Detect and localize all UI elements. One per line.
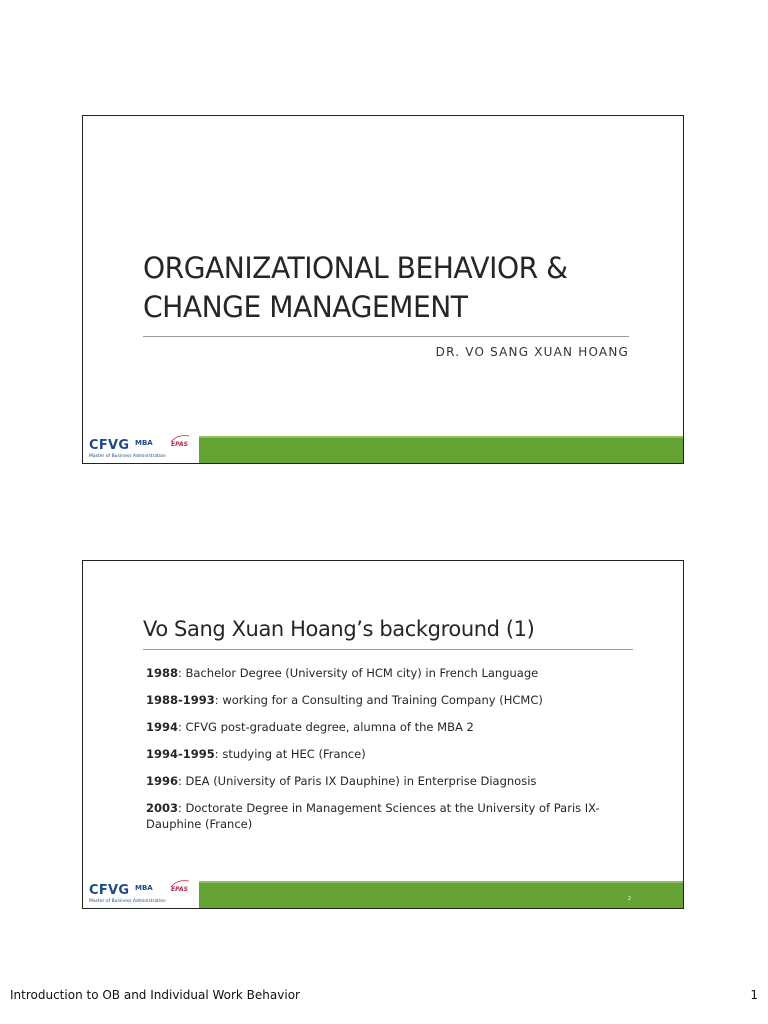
list-item-text: : studying at HEC (France) [214, 747, 366, 761]
logo-brand: CFVG [89, 883, 130, 898]
slide-title [143, 249, 568, 327]
list-item-year: 1994-1995 [146, 747, 215, 761]
list-item-text: : Doctorate Degree in Management Sciences at the University of Paris IX-Dauphine (France) [146, 801, 600, 831]
list-item-text: : DEA (University of Paris IX Dauphine) in Enterprise Diagnosis [178, 774, 537, 788]
cfvg-logo [83, 881, 199, 908]
list-item [146, 665, 636, 681]
list-item-year: 1988-1993 [146, 693, 215, 707]
title-divider [143, 649, 633, 650]
slide-footer [83, 881, 683, 908]
title-divider [143, 336, 629, 337]
logo-epas: EPAS [171, 886, 188, 893]
list-item-year: 1994 [146, 720, 179, 734]
list-item-year: 2003 [146, 801, 179, 815]
list-item-text: : working for a Consulting and Training Company (HCMC) [214, 693, 543, 707]
green-footer-bar [199, 881, 683, 908]
green-footer-bar [199, 436, 683, 463]
background-list [146, 665, 636, 832]
logo-mba: MBA [135, 439, 153, 447]
slide-1 [82, 115, 684, 464]
list-item-year: 1996 [146, 774, 179, 788]
logo-brand: CFVG [89, 438, 130, 453]
slide-title: Vo Sang Xuan Hoang’s background (1) [143, 617, 535, 641]
logo-epas: EPAS [171, 441, 188, 448]
list-item [146, 800, 636, 832]
list-item [146, 719, 636, 735]
page-number: 1 [750, 988, 758, 1002]
logo-mba: MBA [135, 884, 153, 892]
slide-footer [83, 436, 683, 463]
list-item [146, 692, 636, 708]
slide-2 [82, 560, 684, 909]
logo-tagline: Master of Business Administration [89, 899, 166, 904]
list-item-year: 1988 [146, 666, 179, 680]
list-item-text: : Bachelor Degree (University of HCM city) in French Language [178, 666, 539, 680]
title-line-1: ORGANIZATIONAL BEHAVIOR & [143, 251, 568, 285]
page-footer-title: Introduction to OB and Individual Work Behavior [10, 988, 300, 1002]
logo-tagline: Master of Business Administration [89, 454, 166, 459]
cfvg-logo [83, 436, 199, 463]
slide-subtitle: DR. VO SANG XUAN HOANG [435, 345, 629, 359]
list-item-text: : CFVG post-graduate degree, alumna of the MBA 2 [178, 720, 474, 734]
title-line-2: CHANGE MANAGEMENT [143, 290, 468, 324]
slide-number: 2 [627, 896, 631, 902]
list-item [146, 746, 636, 762]
list-item [146, 773, 636, 789]
